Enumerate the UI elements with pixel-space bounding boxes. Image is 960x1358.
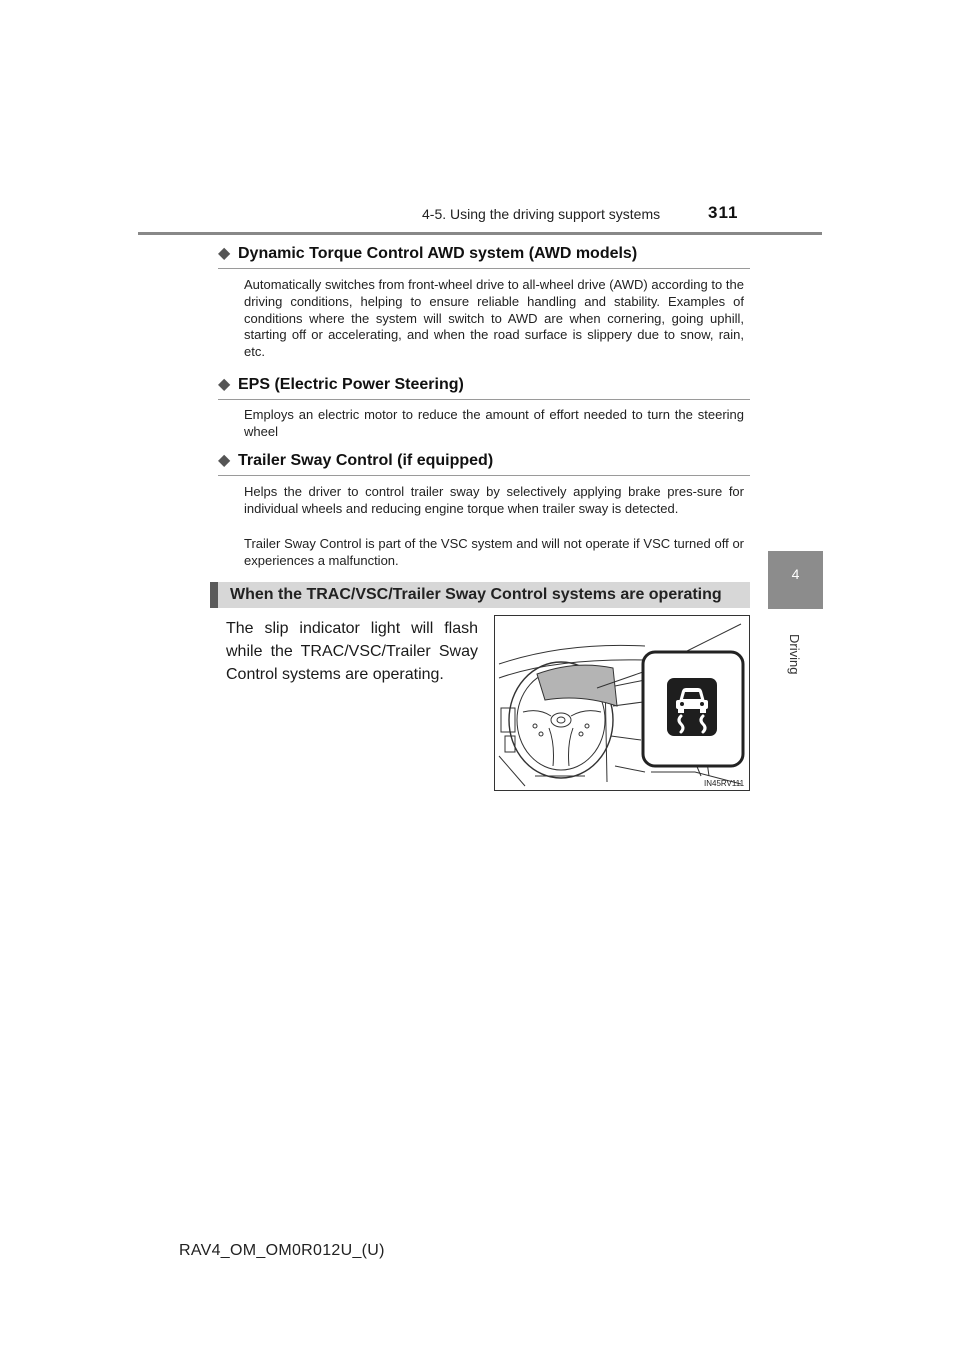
header-rule — [138, 232, 822, 235]
subheading-text: Dynamic Torque Control AWD system (AWD models) — [238, 245, 638, 262]
dashboard-illustration — [494, 615, 750, 791]
slip-indicator-icon — [667, 678, 717, 736]
diamond-bullet-icon: ◆ — [218, 245, 231, 262]
subheading-text: Trailer Sway Control (if equipped) — [238, 452, 494, 469]
section-banner — [210, 582, 750, 608]
running-header-section: 4-5. Using the driving support systems — [422, 206, 661, 222]
chapter-label: Driving — [787, 634, 802, 675]
footer-doc-id: RAV4_OM_OM0R012U_(U) — [179, 1242, 385, 1259]
paragraph-eps: Employs an electric motor to reduce the amount of effort needed to turn the steering wheel — [244, 407, 744, 439]
chapter-label-wrapper — [786, 634, 802, 694]
page-number: 311 — [708, 203, 739, 222]
subheading-text: EPS (Electric Power Steering) — [238, 376, 464, 393]
diamond-bullet-icon: ◆ — [218, 452, 231, 469]
banner-title: When the TRAC/VSC/Trailer Sway Control systems are operating — [230, 586, 722, 603]
body-paragraph: The slip indicator light will flash while the TRAC/VSC/Trailer Sway Control systems are operating. — [226, 620, 478, 683]
figure-code: IN45RV111 — [704, 779, 745, 788]
subheading-eps — [218, 374, 750, 400]
paragraph-trailer-sway: Helps the driver to control trailer sway by selectively applying brake pres-sure for individual wheels and reducing engine torque when trailer sway is detected. — [244, 484, 744, 516]
paragraph-dynamic-torque: Automatically switches from front-wheel drive to all-wheel drive (AWD) according to the driving conditions, helping to ensure reliable handling and stability. Examples of conditions where the system will switch to AWD are when cornering, going uphill, starting off or accelerating, and when the road surface is slippery due to snow, rain, etc. — [244, 277, 744, 360]
diamond-bullet-icon: ◆ — [218, 376, 231, 393]
subheading-dynamic-torque — [218, 243, 750, 269]
paragraph-trailer-sway-vsc: Trailer Sway Control is part of the VSC system and will not operate if VSC turned off or experiences a malfunction. — [244, 536, 744, 568]
subheading-trailer-sway — [218, 450, 750, 476]
chapter-number: 4 — [791, 566, 800, 582]
